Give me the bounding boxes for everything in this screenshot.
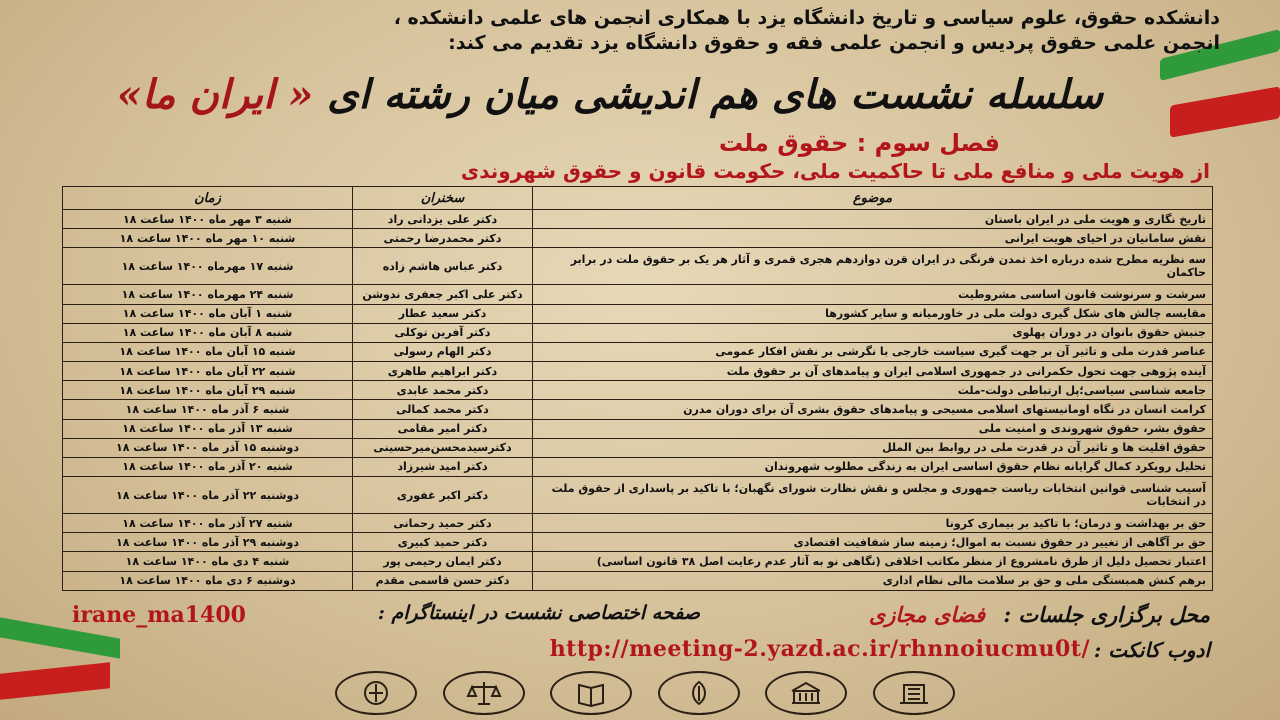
venue-line bbox=[60, 602, 1210, 634]
cell-topic: جامعه شناسی سیاسی؛پل ارتباطی دولت-ملت bbox=[533, 381, 1213, 400]
table-row bbox=[63, 248, 1213, 285]
book-icon bbox=[550, 671, 632, 715]
table-row bbox=[63, 533, 1213, 552]
connect-line bbox=[60, 636, 1210, 666]
table-row bbox=[63, 285, 1213, 304]
table-row bbox=[63, 323, 1213, 342]
cell-topic: جنبش حقوق بانوان در دوران پهلوی bbox=[533, 323, 1213, 342]
header-time: زمان bbox=[63, 187, 353, 210]
table-row bbox=[63, 514, 1213, 533]
table-row bbox=[63, 457, 1213, 476]
cell-time: شنبه ۱۵ آبان ماه ۱۴۰۰ ساعت ۱۸ bbox=[63, 342, 353, 361]
cell-time: شنبه ۲۹ آبان ماه ۱۴۰۰ ساعت ۱۸ bbox=[63, 381, 353, 400]
table-row bbox=[63, 400, 1213, 419]
cell-time: دوشنبه ۲۲ آذر ماه ۱۴۰۰ ساعت ۱۸ bbox=[63, 477, 353, 514]
cell-speaker: دکترسیدمحسن‌میرحسینی bbox=[353, 438, 533, 457]
cell-time: شنبه ۶ آذر ماه ۱۴۰۰ ساعت ۱۸ bbox=[63, 400, 353, 419]
flag-stripe-red bbox=[1170, 86, 1280, 137]
intro-line-2: انجمن علمی حقوق پردیس و انجمن علمی فقه و حقوق دانشگاه یزد تقدیم می کند: bbox=[448, 32, 1220, 54]
cell-speaker: دکتر امیر مقامی bbox=[353, 419, 533, 438]
cell-speaker: دکتر ابراهیم طاهری bbox=[353, 362, 533, 381]
intro-line-1: دانشکده حقوق، علوم سیاسی و تاریخ دانشگاه یزد با همکاری انجمن های علمی دانشکده ، bbox=[393, 7, 1220, 29]
cell-speaker: دکتر سعید عطار bbox=[353, 304, 533, 323]
cell-speaker: دکتر امید شیرزاد bbox=[353, 457, 533, 476]
cell-speaker: دکتر محمد عابدی bbox=[353, 381, 533, 400]
cell-topic: سه نظریه مطرح شده درباره اخذ تمدن فرنگی در ایران قرن دوازدهم هجری قمری و آثار هر یک بر حقوق ملت در برابر حاکمان bbox=[533, 248, 1213, 285]
series-name: « ایران ما» bbox=[116, 71, 314, 118]
cell-topic: تحلیل رویکرد کمال گرایانه نظام حقوق اساسی ایران به زندگی مطلوب شهروندان bbox=[533, 457, 1213, 476]
season-title: فصل سوم : حقوق ملت bbox=[718, 129, 1000, 157]
table-row bbox=[63, 342, 1213, 361]
header-topic: موضوع bbox=[533, 187, 1213, 210]
cell-time: شنبه ۲۲ آبان ماه ۱۴۰۰ ساعت ۱۸ bbox=[63, 362, 353, 381]
instagram-handle[interactable]: irane_ma1400 bbox=[72, 602, 246, 628]
logo-strip bbox=[335, 670, 955, 716]
cell-speaker: دکتر آفرین توکلی bbox=[353, 323, 533, 342]
cell-time: شنبه ۸ آبان ماه ۱۴۰۰ ساعت ۱۸ bbox=[63, 323, 353, 342]
series-title-text: سلسله نشست های هم اندیشی میان رشته ای bbox=[327, 71, 1104, 118]
cell-topic: آسیب شناسی قوانین انتخابات ریاست جمهوری و مجلس و نقش نظارت شورای نگهبان؛ با تاکید بر پاسداری از حقوق ملت در انتخابات bbox=[533, 477, 1213, 514]
cell-topic: نقش سامانیان در احیای هویت ایرانی bbox=[533, 229, 1213, 248]
table-row bbox=[63, 381, 1213, 400]
cell-topic: برهم کنش همبستگی ملی و حق بر سلامت مالی نظام اداری bbox=[533, 571, 1213, 590]
logo-icon bbox=[335, 671, 417, 715]
table-row bbox=[63, 210, 1213, 229]
table-row bbox=[63, 304, 1213, 323]
cell-topic: حق بر بهداشت و درمان؛ با تاکید بر بیماری کرونا bbox=[533, 514, 1213, 533]
cell-topic: حق بر آگاهی از تغییر در حقوق نسبت به اموال؛ زمینه ساز شفافیت اقتصادی bbox=[533, 533, 1213, 552]
table-row bbox=[63, 477, 1213, 514]
table-header-row bbox=[63, 187, 1213, 210]
cell-topic: عناصر قدرت ملی و تاثیر آن بر جهت گیری سیاست خارجی با نگرشی بر نقش افکار عمومی bbox=[533, 342, 1213, 361]
connect-label: ادوب کانکت : bbox=[1093, 638, 1210, 662]
cell-time: شنبه ۲۴ مهرماه ۱۴۰۰ ساعت ۱۸ bbox=[63, 285, 353, 304]
intro-text bbox=[60, 6, 1220, 56]
building-icon bbox=[765, 671, 847, 715]
cell-speaker: دکتر محمدرضا رحمتی bbox=[353, 229, 533, 248]
series-title bbox=[90, 66, 1130, 124]
emblem-icon bbox=[658, 671, 740, 715]
schedule-table bbox=[62, 186, 1213, 591]
cell-topic: تاریخ نگاری و هویت ملی در ایران باستان bbox=[533, 210, 1213, 229]
cell-speaker: دکتر الهام رسولی bbox=[353, 342, 533, 361]
header-speaker: سخنران bbox=[353, 187, 533, 210]
table-row bbox=[63, 571, 1213, 590]
cell-time: شنبه ۱ آبان ماه ۱۴۰۰ ساعت ۱۸ bbox=[63, 304, 353, 323]
cell-speaker: دکتر علی یزدانی راد bbox=[353, 210, 533, 229]
instagram-label: صفحه اختصاصی نشست در اینستاگرام : bbox=[377, 602, 700, 624]
scales-icon bbox=[443, 671, 525, 715]
cell-topic: حقوق اقلیت ها و تاثیر آن در قدرت ملی در روابط بین الملل bbox=[533, 438, 1213, 457]
cell-topic: مقایسه چالش های شکل گیری دولت ملی در خاورمیانه و سایر کشورها bbox=[533, 304, 1213, 323]
cell-time: دوشنبه ۱۵ آذر ماه ۱۴۰۰ ساعت ۱۸ bbox=[63, 438, 353, 457]
cell-time: دوشنبه ۲۹ آذر ماه ۱۴۰۰ ساعت ۱۸ bbox=[63, 533, 353, 552]
cell-time: دوشنبه ۶ دی ماه ۱۴۰۰ ساعت ۱۸ bbox=[63, 571, 353, 590]
cell-time: شنبه ۴ دی ماه ۱۴۰۰ ساعت ۱۸ bbox=[63, 552, 353, 571]
cell-speaker: دکتر حمید رحمانی bbox=[353, 514, 533, 533]
cell-speaker: دکتر ایمان رحیمی پور bbox=[353, 552, 533, 571]
cell-time: شنبه ۲۰ آذر ماه ۱۴۰۰ ساعت ۱۸ bbox=[63, 457, 353, 476]
cell-topic: حقوق بشر، حقوق شهروندی و امنیت ملی bbox=[533, 419, 1213, 438]
cell-time: شنبه ۲۷ آذر ماه ۱۴۰۰ ساعت ۱۸ bbox=[63, 514, 353, 533]
cell-topic: اعتبار تحصیل دلیل از طرق نامشروع از منظر مکاتب اخلاقی (نگاهی نو به آثار عدم رعایت اصل ۳۸ قانون اساسی) bbox=[533, 552, 1213, 571]
cell-topic: سرشت و سرنوشت قانون اساسی مشروطیت bbox=[533, 285, 1213, 304]
cell-speaker: دکتر حسن قاسمی مقدم bbox=[353, 571, 533, 590]
flag-stripe-red-bottom bbox=[0, 662, 110, 700]
cell-speaker: دکتر عباس هاشم زاده bbox=[353, 248, 533, 285]
season-subtitle: از هویت ملی و منافع ملی تا حاکمیت ملی، حکومت قانون و حقوق شهروندی bbox=[460, 159, 1210, 183]
cell-speaker: دکتر حمید کبیری bbox=[353, 533, 533, 552]
cell-time: شنبه ۳ مهر ماه ۱۴۰۰ ساعت ۱۸ bbox=[63, 210, 353, 229]
cell-topic: کرامت انسان در نگاه اومانیستهای اسلامی مسیحی و پیامدهای حقوق بشری آن برای دوران مدرن bbox=[533, 400, 1213, 419]
venue-label: محل برگزاری جلسات : bbox=[1003, 602, 1210, 627]
connect-link[interactable]: http://meeting-2.yazd.ac.ir/rhnnoiucmu0t/ bbox=[549, 636, 1090, 662]
building-alt-icon bbox=[873, 671, 955, 715]
cell-time: شنبه ۱۷ مهرماه ۱۴۰۰ ساعت ۱۸ bbox=[63, 248, 353, 285]
cell-speaker: دکتر محمد کمالی bbox=[353, 400, 533, 419]
cell-speaker: دکتر اکبر غفوری bbox=[353, 477, 533, 514]
cell-speaker: دکتر علی اکبر جعفری ندوشن bbox=[353, 285, 533, 304]
cell-topic: آینده پژوهی جهت تحول حکمرانی در جمهوری اسلامی ایران و پیامدهای آن بر حقوق ملت bbox=[533, 362, 1213, 381]
cell-time: شنبه ۱۰ مهر ماه ۱۴۰۰ ساعت ۱۸ bbox=[63, 229, 353, 248]
cell-time: شنبه ۱۳ آذر ماه ۱۴۰۰ ساعت ۱۸ bbox=[63, 419, 353, 438]
table-row bbox=[63, 419, 1213, 438]
table-row bbox=[63, 229, 1213, 248]
venue-value: فضای مجازی bbox=[868, 602, 985, 627]
table-row bbox=[63, 438, 1213, 457]
table-row bbox=[63, 552, 1213, 571]
table-row bbox=[63, 362, 1213, 381]
